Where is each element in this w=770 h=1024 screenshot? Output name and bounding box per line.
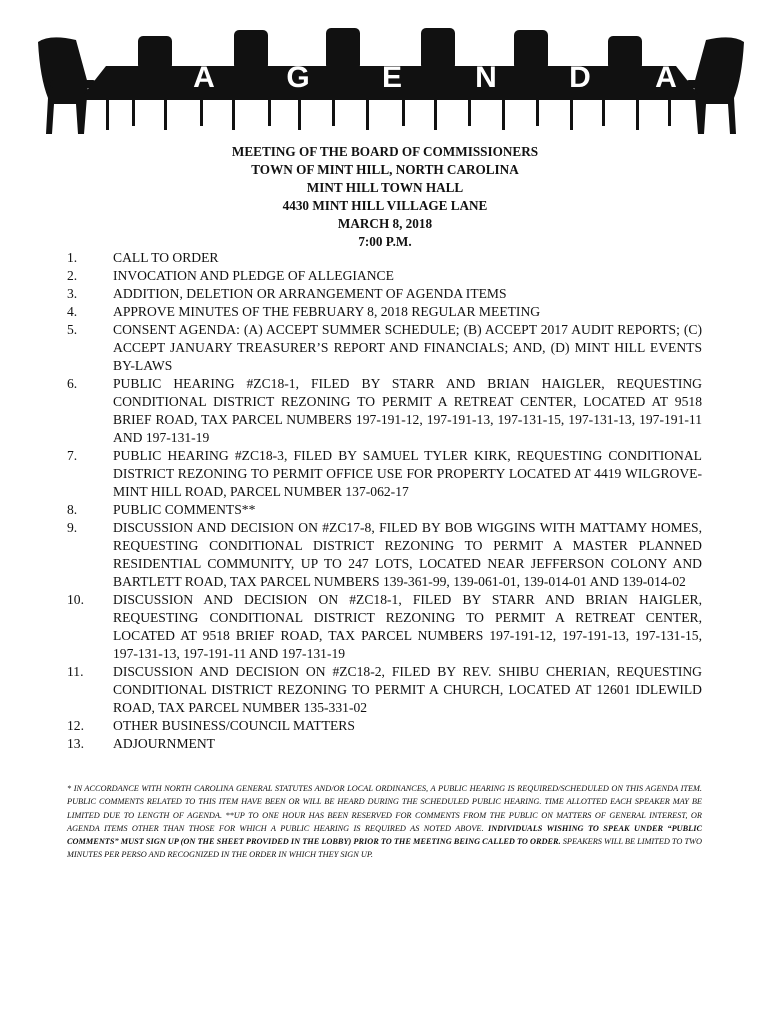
- item-text: CALL TO ORDER: [113, 250, 219, 265]
- footnote-time-limit: SPEAKERS WILL BE LIMITED TO TWO MINUTES PER PERSO AND RECOGNIZED IN THE ORDER IN WHICH THEY SIGN UP.: [67, 837, 702, 860]
- town-name: TOWN OF MINT HILL, NORTH CAROLINA: [251, 162, 519, 177]
- footnote-signup-notice: INDIVIDUALS WISHING TO SPEAK UNDER “PUBLIC COMMENTS” MUST SIGN UP (ON THE SHEET PROVIDED IN THE LOBBY) PRIOR TO THE MEETING BEING CALLED TO ORDER.: [67, 823, 703, 847]
- meeting-date: MARCH 8, 2018: [337, 216, 433, 231]
- item-number: 1.: [67, 250, 78, 265]
- item-number: 11.: [67, 664, 84, 679]
- item-text: PUBLIC HEARING #ZC18-3, FILED BY SAMUEL TYLER KIRK, REQUESTING CONDITIONAL DISTRICT REZONING TO PERMIT OFFICE USE FOR PROPERTY LOCATED AT 4419 WILGROVE-MINT HILL ROAD, PARCEL NUMBER 137-062-17: [113, 448, 702, 499]
- item-number: 6.: [67, 376, 78, 391]
- banner-letter: G: [286, 61, 310, 94]
- item-text: DISCUSSION AND DECISION ON #ZC17-8, FILED BY BOB WIGGINS WITH MATTAMY HOMES, REQUESTING CONDITIONAL DISTRICT REZONING TO PERMIT A MASTER PLANNED RESIDENTIAL COMMUNITY, UP TO 247 LOTS, LOCATED NEAR JEFFERSON COLONY AND BARTLETT ROAD, TAX PARCEL NUMBERS 139-361-99, 139-061-01, 139-014-01 AND 139-014-02: [113, 520, 702, 589]
- agenda-items-list: [67, 249, 702, 753]
- agenda-item: [67, 501, 702, 519]
- banner-letter: D: [569, 61, 591, 94]
- agenda-item: [67, 303, 702, 321]
- venue-address: 4430 MINT HILL VILLAGE LANE: [282, 198, 488, 213]
- item-number: 5.: [67, 322, 78, 337]
- item-text: OTHER BUSINESS/COUNCIL MATTERS: [113, 718, 355, 733]
- agenda-item: [67, 717, 702, 735]
- item-number: 3.: [67, 286, 78, 301]
- agenda-item: [67, 663, 702, 717]
- footnote-text: * IN ACCORDANCE WITH NORTH CAROLINA GENERAL STATUTES AND/OR LOCAL ORDINANCES, A PUBLIC HEARING IS REQUIRED/SCHEDULED ON THIS AGENDA ITEM. PUBLIC COMMENTS RELATED TO THIS ITEM HAVE BEEN OR WILL BE HEARD DURING THE SCHEDULED PUBLIC HEARING. TIME ALLOTTED EACH SPEAKER MAY BE LIMITED DUE TO LENGTH OF AGENDA. **UP TO ONE HOUR HAS BEEN RESERVED FOR COMMENTS FROM THE PUBLIC ON MATTERS OF GENERAL INTEREST, OR AGENDA ITEMS OTHER THAN THOSE FOR WHICH A PUBLIC HEARING IS REQUIRED AS NOTED ABOVE.: [67, 784, 702, 833]
- right-armchair: [686, 37, 744, 134]
- venue-name: MINT HILL TOWN HALL: [306, 180, 464, 195]
- agenda-item: [67, 249, 702, 267]
- agenda-item: [67, 735, 702, 753]
- agenda-banner-graphic: [36, 28, 746, 136]
- item-number: 2.: [67, 268, 78, 283]
- banner-letter: E: [381, 61, 403, 94]
- item-number: 9.: [67, 520, 78, 535]
- footnote: [67, 782, 702, 862]
- meeting-time: 7:00 P.M.: [358, 234, 412, 249]
- item-number: 13.: [67, 736, 84, 751]
- agenda-item: [67, 285, 702, 303]
- item-text: CONSENT AGENDA: (A) ACCEPT SUMMER SCHEDULE; (B) ACCEPT 2017 AUDIT REPORTS; (C) ACCEPT JANUARY TREASURER’S REPORT AND FINANCIALS; AND, (D) MINT HILL EVENTS BY-LAWS: [113, 322, 702, 373]
- item-number: 12.: [67, 718, 84, 733]
- meeting-title: MEETING OF THE BOARD OF COMMISSIONERS: [231, 144, 539, 159]
- agenda-item: [67, 321, 702, 375]
- agenda-item: [67, 267, 702, 285]
- item-number: 7.: [67, 448, 78, 463]
- item-number: 10.: [67, 592, 84, 607]
- banner-letter: N: [475, 61, 497, 94]
- item-text: PUBLIC COMMENTS**: [113, 502, 256, 517]
- left-armchair: [38, 37, 96, 134]
- item-text: DISCUSSION AND DECISION ON #ZC18-2, FILED BY REV. SHIBU CHERIAN, REQUESTING CONDITIONAL DISTRICT REZONING TO PERMIT A CHURCH, LOCATED AT 12601 IDLEWILD ROAD, TAX PARCEL NUMBER 135-331-02: [113, 664, 702, 715]
- item-number: 4.: [67, 304, 78, 319]
- banner-letter: A: [193, 61, 215, 94]
- item-text: PUBLIC HEARING #ZC18-1, FILED BY STARR AND BRIAN HAIGLER, REQUESTING CONDITIONAL DISTRICT REZONING TO PERMIT A RETREAT CENTER, LOCATED AT 9518 BRIEF ROAD, TAX PARCEL NUMBERS 197-191-12, 197-191-13, 197-131-15, 197-131-13, 197-191-11 AND 197-131-19: [113, 376, 702, 445]
- banner-letter: A: [655, 61, 677, 94]
- agenda-item: [67, 591, 702, 663]
- item-text: DISCUSSION AND DECISION ON #ZC18-1, FILED BY STARR AND BRIAN HAIGLER, REQUESTING CONDITIONAL DISTRICT REZONING TO PERMIT A RETREAT CENTER, LOCATED AT 9518 BRIEF ROAD, TAX PARCEL NUMBERS 197-191-12, 197-191-13, 197-131-15, 197-131-13, 197-191-11 AND 197-131-19: [113, 592, 702, 661]
- agenda-item: [67, 447, 702, 501]
- item-text: ADJOURNMENT: [113, 736, 215, 751]
- meeting-header: [0, 143, 770, 251]
- agenda-item: [67, 375, 702, 447]
- table-edge: [84, 94, 698, 100]
- item-number: 8.: [67, 502, 78, 517]
- agenda-item: [67, 519, 702, 591]
- item-text: ADDITION, DELETION OR ARRANGEMENT OF AGENDA ITEMS: [113, 286, 507, 301]
- item-text: INVOCATION AND PLEDGE OF ALLEGIANCE: [113, 268, 394, 283]
- chair-legs: [106, 100, 671, 130]
- item-text: APPROVE MINUTES OF THE FEBRUARY 8, 2018 REGULAR MEETING: [113, 304, 541, 319]
